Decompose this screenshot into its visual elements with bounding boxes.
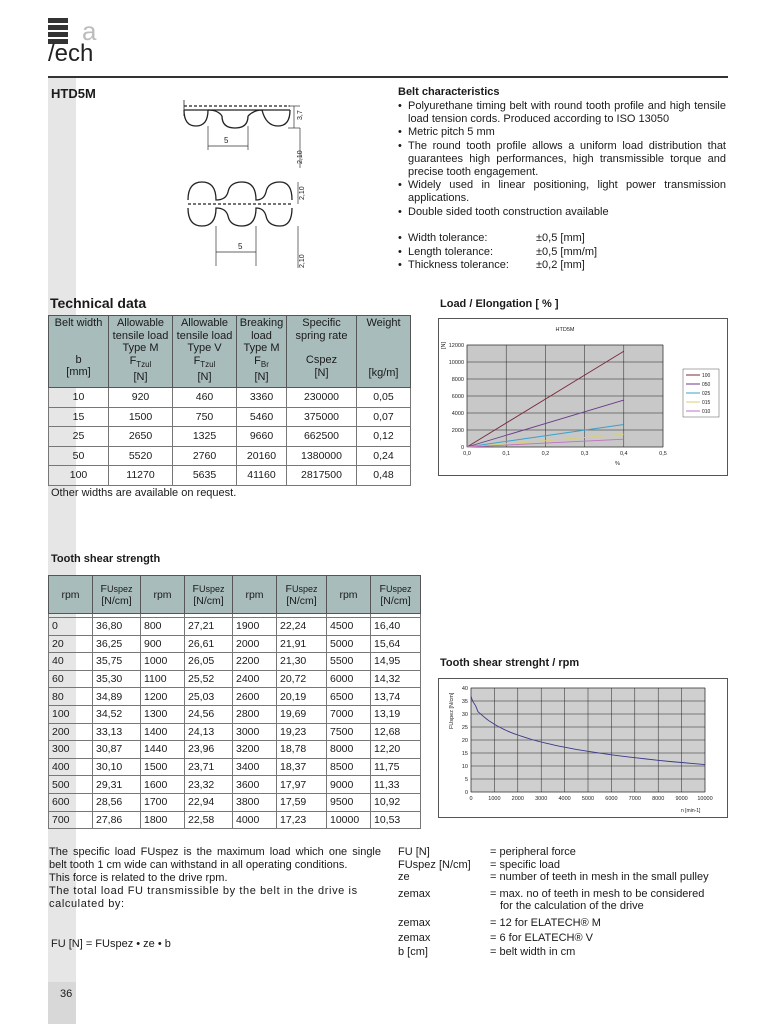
col-weight: Weight [kg/m] [357,316,411,388]
dbl-depth-label: 2,10 [299,186,306,200]
fuspez-cell: 20,72 [277,670,327,688]
product-title: HTD5M [51,86,96,101]
fuspez-cell: 17,59 [277,793,327,811]
rpm-cell: 1800 [141,811,185,829]
rpm-cell: 1900 [233,618,277,636]
rpm-cell: 1200 [141,688,185,706]
y-tick-label: 10000 [448,360,464,366]
rpm-cell: 4000 [233,811,277,829]
table-row [49,618,421,636]
table-row: 25 2650 1325 9660 662500 0,12 [49,427,411,447]
x-tick-label: 1000 [488,796,501,802]
fuspez-cell: 19,23 [277,723,327,741]
table-row [49,793,421,811]
rpm-cell: 1300 [141,705,185,723]
table-row [49,653,421,671]
symbol-legend [398,846,730,959]
fuspez-cell: 35,75 [93,653,141,671]
fuspez-cell: 34,89 [93,688,141,706]
rpm-cell: 3800 [233,793,277,811]
shear-table-body [49,614,421,829]
tolerance-value: ±0,2 [mm] [536,259,585,271]
y-tick-label: 20 [461,738,468,744]
fuspez-cell: 20,19 [277,688,327,706]
page-number: 36 [60,988,73,1000]
tolerance-item [398,246,698,260]
fuspez-cell: 10,92 [371,793,421,811]
x-tick-label: 6000 [605,796,618,802]
rpm-cell: 100 [49,705,93,723]
rpm-cell: 40 [49,653,93,671]
rpm-cell: 0 [49,618,93,636]
fuspez-cell: 34,52 [93,705,141,723]
x-tick-label: 0,3 [580,451,589,457]
rpm-cell: 700 [49,811,93,829]
rpm-cell: 2200 [233,653,277,671]
load-formula: FU [N] = FUspez • ze • b [51,938,171,950]
fuspez-cell: 21,91 [277,635,327,653]
rpm-cell: 1700 [141,793,185,811]
col-tensile-v: Allowable tensile load Type V $F_{Tzul}$ [N] [173,316,237,388]
legend-row: FU [N] = peripheral force [398,846,576,858]
rpm-cell: 1440 [141,741,185,759]
fuspez-cell: 22,94 [185,793,233,811]
fuspez-cell: 26,61 [185,635,233,653]
y-tick-label: 8000 [451,377,464,383]
widths-note: Other widths are available on request. [51,487,237,499]
rpm-cell: 2800 [233,705,277,723]
y-tick-label: 2000 [451,428,464,434]
fuspez-cell: 11,33 [371,776,421,794]
x-tick-label: 0 [469,796,473,802]
x-tick-label: 0,2 [541,451,550,457]
header-rule [48,76,728,78]
legend-row: zemax = 6 for ELATECH® V [398,931,593,944]
col-spring-rate: Specific spring rate Cspez [N] [287,316,357,388]
rpm-cell: 800 [141,618,185,636]
explanation-line: The total load FU transmissible by the belt in the drive is calculated by: [49,885,358,910]
table-row: 100 11270 5635 41160 2817500 0,48 [49,466,411,486]
y-tick-label: 0 [460,445,464,451]
legend-label-010: 010 [702,409,711,415]
table-row [49,688,421,706]
x-tick-label: 3000 [535,796,548,802]
rpm-cell: 10000 [327,811,371,829]
pitch-label: 5 [224,136,229,145]
x-tick-label: 0,1 [502,451,511,457]
shear-table-title: Tooth shear strength [51,553,161,565]
y-tick-label: 4000 [451,411,464,417]
tolerance-item [398,232,698,246]
rpm-cell: 5000 [327,635,371,653]
logo-mark: a [82,16,97,46]
rpm-cell: 600 [49,793,93,811]
shear-rpm-chart-frame [438,678,728,818]
x-axis-label: % [615,461,620,467]
fuspez-cell: 12,20 [371,741,421,759]
fuspez-cell: 30,10 [93,758,141,776]
chart-title: HTD5M [555,327,575,333]
table-row: 50 5520 2760 20160 1380000 0,24 [49,446,411,466]
technical-data-title: Technical data [50,295,147,311]
fuspez-cell: 23,32 [185,776,233,794]
legend-row: zemax = 12 for ELATECH® M [398,916,601,929]
y-tick-label: 15 [461,751,468,757]
rpm-cell: 60 [49,670,93,688]
table-row [49,776,421,794]
table-row [49,811,421,829]
characteristic-item: • Polyurethane timing belt with round tooth profile and high tensile load tension cords. Produced according to ISO 13050 [398,100,726,126]
table-row [49,723,421,741]
fuspez-cell: 18,37 [277,758,327,776]
tolerance-label: • Thickness tolerance: [408,259,509,271]
shear-rpm-chart [439,679,727,817]
col-rpm: rpm [49,576,93,614]
tolerance-label: • Width tolerance: [408,232,488,244]
belt-profile-drawing [180,96,330,272]
rpm-cell: 9000 [327,776,371,794]
fuspez-cell: 35,30 [93,670,141,688]
fuspez-cell: 13,74 [371,688,421,706]
fuspez-cell: 10,53 [371,811,421,829]
fuspez-cell: 22,24 [277,618,327,636]
y-tick-label: 5 [464,777,468,783]
logo-word: /ech [48,40,94,67]
y-tick-label: 35 [461,699,468,705]
y-tick-label: 30 [461,712,468,718]
rpm-cell: 9500 [327,793,371,811]
rpm-cell: 3200 [233,741,277,759]
x-tick-label: 0,0 [463,451,471,457]
rpm-cell: 80 [49,688,93,706]
fuspez-cell: 36,80 [93,618,141,636]
fuspez-cell: 22,58 [185,811,233,829]
fuspez-cell: 17,23 [277,811,327,829]
table-row [49,705,421,723]
characteristic-item: • Widely used in linear positioning, light power transmission applications. [398,179,726,205]
rpm-cell: 4500 [327,618,371,636]
rpm-cell: 8500 [327,758,371,776]
fuspez-cell: 24,56 [185,705,233,723]
explanation-line: This force is related to the drive rpm. [49,872,228,884]
rpm-cell: 3400 [233,758,277,776]
load-elongation-heading: Load / Elongation [ % ] [440,298,559,310]
rpm-cell: 6000 [327,670,371,688]
table-row: 15 1500 750 5460 375000 0,07 [49,407,411,427]
legend-row: ze = number of teeth in mesh in the small pulley [398,871,709,884]
y-tick-label: 40 [461,686,468,692]
height-label: 3,7 [297,110,304,120]
technical-data-table [48,315,411,486]
col-rpm: rpm [233,576,277,614]
x-tick-label: 0,4 [619,451,628,457]
rpm-cell: 2000 [233,635,277,653]
fuspez-cell: 23,71 [185,758,233,776]
fuspez-cell: 28,56 [93,793,141,811]
rpm-cell: 1500 [141,758,185,776]
x-axis-label: n [min-1] [681,808,701,814]
y-tick-label: 0 [464,790,468,796]
fuspez-cell: 25,52 [185,670,233,688]
rpm-cell: 2600 [233,688,277,706]
fuspez-cell: 16,40 [371,618,421,636]
col-fuspez: FUspez [N/cm] [185,576,233,614]
fuspez-cell: 19,69 [277,705,327,723]
x-tick-label: 8000 [652,796,665,802]
col-fuspez: FUspez [N/cm] [277,576,327,614]
table-row [49,635,421,653]
rpm-cell: 3600 [233,776,277,794]
col-rpm: rpm [327,576,371,614]
legend-label-015: 015 [702,400,711,406]
rpm-cell: 7000 [327,705,371,723]
legend-row: FUspez [N/cm] = specific load [398,858,561,871]
rpm-cell: 500 [49,776,93,794]
fuspez-cell: 27,21 [185,618,233,636]
rpm-cell: 5500 [327,653,371,671]
y-tick-label: 25 [461,725,468,731]
load-elongation-chart-frame [438,318,728,476]
legend-row: for the calculation of the drive [500,900,644,913]
fuspez-cell: 27,86 [93,811,141,829]
fuspez-cell: 15,64 [371,635,421,653]
col-belt-width: Belt width b [mm] [49,316,109,388]
x-tick-label: 2000 [511,796,524,802]
tolerance-label: • Length tolerance: [408,245,494,258]
x-tick-label: 10000 [697,796,713,802]
tolerance-list [398,232,698,273]
rpm-cell: 1100 [141,670,185,688]
rpm-cell: 8000 [327,741,371,759]
x-tick-label: 0,5 [659,451,667,457]
fuspez-cell: 13,19 [371,705,421,723]
legend-label-100: 100 [702,373,711,379]
rpm-cell: 300 [49,741,93,759]
tolerance-value: ±0,5 [mm] [536,232,585,244]
fuspez-cell: 25,03 [185,688,233,706]
fuspez-cell: 30,87 [93,741,141,759]
fuspez-cell: 17,97 [277,776,327,794]
fuspez-cell: 36,25 [93,635,141,653]
rpm-cell: 1600 [141,776,185,794]
rpm-cell: 20 [49,635,93,653]
legend-label-050: 050 [702,382,711,388]
explanation-paragraph [49,846,381,911]
pitch-label-2: 5 [238,242,243,251]
fuspez-cell: 24,13 [185,723,233,741]
legend-row: zemax = max. no of teeth in mesh to be considered [398,887,705,900]
fuspez-cell: 11,75 [371,758,421,776]
x-tick-label: 9000 [675,796,688,802]
characteristics-list [398,100,726,219]
col-rpm: rpm [141,576,185,614]
fuspez-cell: 26,05 [185,653,233,671]
x-tick-label: 7000 [628,796,641,802]
fuspez-cell: 12,68 [371,723,421,741]
explanation-line: The specific load FUspez is the maximum load which one single belt tooth 1 cm wide can withstand in all operating conditions. [49,846,381,871]
legend-row: b [cm] = belt width in cm [398,946,576,959]
rpm-cell: 1400 [141,723,185,741]
rpm-cell: 200 [49,723,93,741]
y-axis-label: FUspez [N/cm] [449,692,455,729]
load-elongation-chart [439,319,727,475]
y-tick-label: 6000 [451,394,464,400]
table-row [49,758,421,776]
tooth-shear-table [48,575,421,829]
y-axis-label: [N] [441,341,447,349]
rpm-cell: 900 [141,635,185,653]
fuspez-cell: 14,95 [371,653,421,671]
fuspez-cell: 21,30 [277,653,327,671]
rpm-cell: 3000 [233,723,277,741]
fuspez-cell: 18,78 [277,741,327,759]
characteristic-item: • Metric pitch 5 mm [398,126,726,139]
characteristic-item: • The round tooth profile allows a uniform load distribution that guarantees high performances, high transmissible torque and precise tooth engagement. [398,140,726,180]
table-row: 10 920 460 3360 230000 0,05 [49,388,411,408]
fuspez-cell: 33,13 [93,723,141,741]
fuspez-cell: 23,96 [185,741,233,759]
col-fuspez: FUspez [N/cm] [371,576,421,614]
tolerance-item [398,259,698,273]
rpm-cell: 1000 [141,653,185,671]
table-row [49,670,421,688]
y-tick-label: 12000 [448,343,464,349]
shear-rpm-heading: Tooth shear strenght / rpm [440,657,580,669]
col-tensile-m: Allowable tensile load Type M $F_{Tzul}$ [N] [109,316,173,388]
dbl-depth-label-2: 2,10 [299,254,306,268]
tooth-depth-label: 2,10 [297,150,304,164]
rpm-cell: 2400 [233,670,277,688]
x-tick-label: 4000 [558,796,571,802]
table-row [49,741,421,759]
fuspez-cell: 29,31 [93,776,141,794]
fuspez-cell: 14,32 [371,670,421,688]
characteristic-item: • Double sided tooth construction available [398,206,726,219]
rpm-cell: 6500 [327,688,371,706]
col-fuspez: FUspez [N/cm] [93,576,141,614]
x-tick-label: 5000 [581,796,595,802]
rpm-cell: 400 [49,758,93,776]
characteristics-title: Belt characteristics [398,86,500,98]
legend-label-025: 025 [702,391,711,397]
col-breaking-load: Breaking load Type M $F_{Br}$ [N] [237,316,287,388]
tolerance-value: ±0,5 [mm/m] [536,245,598,258]
rpm-cell: 7500 [327,723,371,741]
y-tick-label: 10 [461,764,468,770]
